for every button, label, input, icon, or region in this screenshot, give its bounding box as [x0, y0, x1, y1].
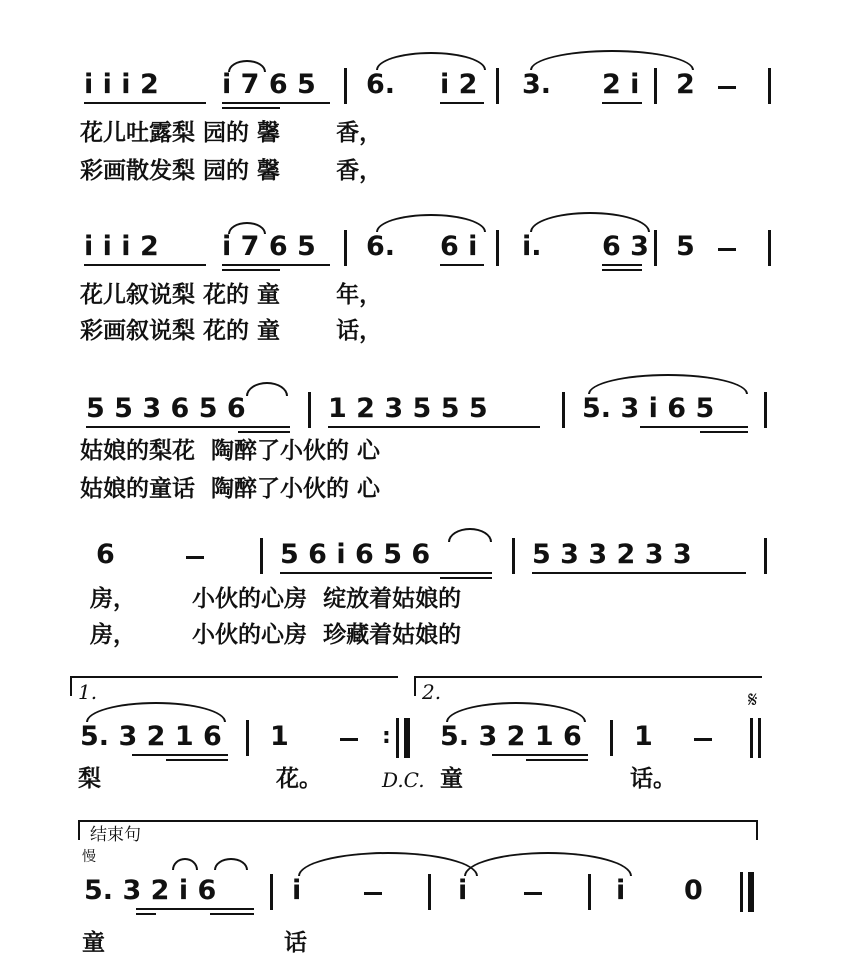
- barline: [496, 230, 499, 266]
- barline: [344, 68, 347, 104]
- slur: [530, 212, 650, 232]
- second-ending-label: 2.: [422, 680, 442, 704]
- lyric-hua-end: 话: [284, 930, 307, 956]
- barline: [764, 538, 767, 574]
- rest: 0: [684, 875, 703, 906]
- lyrics-verse-2: 姑娘的童话 陶醉了小伙的 心: [80, 475, 381, 502]
- underline: [136, 908, 254, 910]
- underline: [222, 269, 280, 271]
- barline: [260, 538, 263, 574]
- notes-group: 5 5 3 6 5 6: [86, 393, 246, 424]
- notes-group: 6 i: [440, 231, 478, 262]
- barline: [270, 874, 273, 910]
- lyric-li: 梨: [78, 765, 101, 792]
- slur: [246, 382, 288, 396]
- notes-group: 5 3 3 2 3 3: [532, 539, 692, 570]
- note: i: [292, 875, 302, 906]
- underline: [166, 759, 228, 761]
- note: i: [616, 875, 626, 906]
- underline: [222, 264, 330, 266]
- notes-group: i 2: [440, 69, 478, 100]
- notes-group: 2 i: [602, 69, 640, 100]
- lyrics-verse-1: 花儿叙说梨 花的 童 年，: [80, 281, 383, 308]
- notes-group: 1 2 3 5 5 5: [328, 393, 488, 424]
- repeat-end-barline: [404, 718, 410, 758]
- ending-label: 结束句: [90, 825, 141, 845]
- underline: [222, 107, 280, 109]
- underline: [210, 913, 254, 915]
- underline: [132, 754, 228, 756]
- lyrics-verse-1: 姑娘的梨花 陶醉了小伙的 心: [80, 437, 381, 464]
- lyrics-verse-1: 花儿吐露梨 园的 馨 香，: [80, 119, 383, 146]
- slur: [530, 50, 694, 70]
- underline: [440, 264, 484, 266]
- slur: [376, 52, 486, 70]
- underline: [84, 102, 206, 104]
- note: 6.: [366, 69, 396, 100]
- underline: [328, 426, 540, 428]
- slur: [214, 858, 248, 870]
- dash: [718, 86, 736, 89]
- barline: [428, 874, 431, 910]
- notes-group: i 7 6 5: [222, 231, 316, 262]
- barline: [740, 872, 743, 912]
- notes-group: 5. 3 2 1 6: [440, 721, 582, 752]
- fermata: [172, 858, 198, 870]
- slur: [228, 60, 266, 72]
- dash: [718, 248, 736, 251]
- dash: [524, 892, 542, 895]
- barline: [654, 230, 657, 266]
- notes-group: 5. 3 i 6 5: [582, 393, 715, 424]
- slur: [228, 222, 266, 234]
- segno-sign: 𝄋: [748, 688, 758, 713]
- underline: [640, 426, 748, 428]
- lyric-tong-end: 童: [82, 930, 105, 956]
- underline: [84, 264, 206, 266]
- slur: [376, 214, 486, 232]
- underline: [136, 913, 156, 915]
- dash: [186, 556, 204, 559]
- note: 5: [676, 231, 695, 262]
- underline: [222, 102, 330, 104]
- lyrics-verse-2: 彩画散发梨 园的 馨 香，: [80, 157, 383, 184]
- tie: [298, 852, 478, 876]
- slur: [448, 528, 492, 542]
- ending-bracket: [78, 820, 758, 840]
- underline: [532, 572, 746, 574]
- barline: [768, 68, 771, 104]
- note: 6: [96, 539, 115, 570]
- barline: [308, 392, 311, 428]
- barline: [562, 392, 565, 428]
- barline: [512, 538, 515, 574]
- barline: [610, 720, 613, 756]
- barline: [654, 68, 657, 104]
- first-ending-label: 1.: [78, 680, 98, 704]
- underline: [602, 264, 642, 266]
- slur: [86, 702, 226, 722]
- notes-group: i i i 2: [84, 231, 159, 262]
- barline: [768, 230, 771, 266]
- tempo-mark: 慢: [82, 849, 96, 865]
- notes-group: 5 6 i 6 5 6: [280, 539, 431, 570]
- barline: [496, 68, 499, 104]
- slur: [588, 374, 748, 394]
- note: 6.: [366, 231, 396, 262]
- underline: [602, 269, 642, 271]
- final-barline: [748, 872, 754, 912]
- notes-group: 5. 3 2 1 6: [80, 721, 222, 752]
- underline: [440, 102, 484, 104]
- barline: [246, 720, 249, 756]
- lyrics-verse-2: 房， 小伙的心房 珍藏着姑娘的: [90, 621, 462, 648]
- lyrics-verse-2: 彩画叙说梨 花的 童 话，: [80, 317, 383, 344]
- notes-group: i 7 6 5: [222, 69, 316, 100]
- underline: [86, 426, 290, 428]
- lyric-hua2: 话。: [630, 765, 676, 792]
- slur: [446, 702, 586, 722]
- dash: [340, 738, 358, 741]
- note: 2: [676, 69, 695, 100]
- underline: [492, 754, 588, 756]
- first-ending-bracket: [70, 676, 398, 696]
- note: 1: [270, 721, 289, 752]
- repeat-dots: :: [382, 724, 391, 749]
- note: i.: [522, 231, 542, 262]
- note: 1: [634, 721, 653, 752]
- dash: [364, 892, 382, 895]
- barline: [396, 718, 399, 758]
- da-capo-mark: D.C.: [382, 768, 425, 792]
- lyrics-verse-1: 房， 小伙的心房 绽放着姑娘的: [90, 585, 462, 612]
- underline: [602, 102, 642, 104]
- note: 3.: [522, 69, 552, 100]
- tie: [464, 852, 632, 876]
- lyric-hua: 花。: [276, 765, 322, 792]
- lyric-tong: 童: [440, 765, 463, 792]
- barline: [764, 392, 767, 428]
- second-ending-bracket: [414, 676, 762, 696]
- underline: [700, 431, 748, 433]
- underline: [440, 577, 492, 579]
- note: i: [458, 875, 468, 906]
- underline: [526, 759, 588, 761]
- notes-group: i i i 2: [84, 69, 159, 100]
- underline: [238, 431, 290, 433]
- barline: [344, 230, 347, 266]
- dash: [694, 738, 712, 741]
- notes-group: 6 3: [602, 231, 649, 262]
- underline: [280, 572, 492, 574]
- barline: [588, 874, 591, 910]
- notes-group: 5. 3 2 i 6: [84, 875, 217, 906]
- barline: [750, 718, 753, 758]
- barline: [758, 718, 761, 758]
